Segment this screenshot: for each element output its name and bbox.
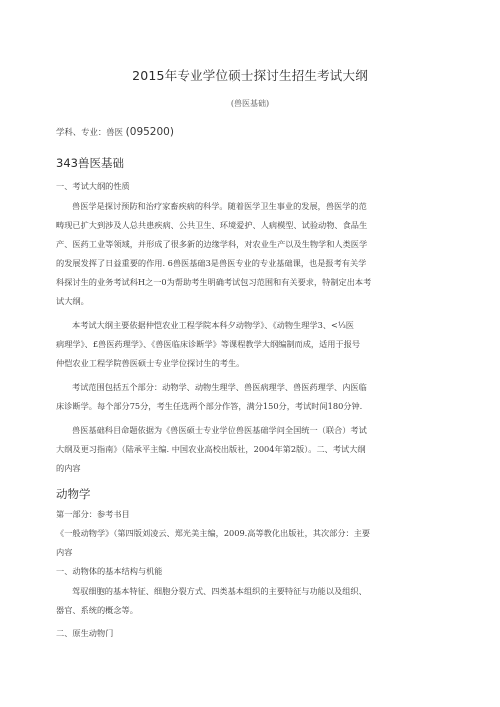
- paragraph-line: 床诊断学。每个部分75分，考生任选两个部分作答，满分150分，考试时间180分钟.: [56, 401, 363, 411]
- paragraph-line: 科探讨生的业务考试科H之一0为帮助考生明确考试包习范围和有关要求，特制定出本考: [56, 277, 372, 287]
- reference-line: 《一般动物学》（第四版刘凌云、郑光美主编，2009.高等教化出版社，其次部分：主要: [56, 528, 371, 538]
- subject-code: (095200): [125, 126, 174, 138]
- subsection-title: 动物学: [56, 487, 91, 501]
- reference-line: 内容: [56, 547, 73, 557]
- paragraph-line: 产、医药工业等领域，并形成了很多新的边缘学科，对农业生产以及生物学和人类医学: [56, 239, 368, 249]
- part-ref: 第一部分：参考书目: [56, 509, 130, 519]
- paragraph-line: 的内容: [56, 463, 81, 473]
- paragraph-line: 畴现已扩大到涉及人总共患疾病、公共卫生、环境爱护、人病模型、试验动物、食品生: [56, 220, 368, 230]
- paragraph-line: 仲恺农业工程学院兽医硕士专业学位探讨生的考生。: [56, 358, 245, 368]
- paragraph-line: 器官、系统的概念等。: [56, 605, 138, 615]
- paragraph-line: 驾驭细胞的基本特征、细胞分裂方式、四类基本组织的主要特征与功能以及组织、: [72, 586, 367, 596]
- document-title: 2015年专业学位硕士探讨生招生考试大纲: [132, 68, 368, 83]
- paragraph-line: 兽医基础科目命题依据为《兽医硕士专业学位兽医基础学问全国统一（联合）考试: [72, 425, 367, 435]
- paragraph-line: 本考试大纲主要依据仲恺农业工程学院本科夕动物学》、《动物生理学3、<⅓医: [72, 320, 354, 330]
- section-title: 343兽医基础: [56, 156, 124, 170]
- heading-b: 二、原生动物门: [56, 628, 114, 638]
- subject-line: [56, 126, 174, 138]
- subject-label: 学科、专业：兽医: [56, 127, 123, 137]
- heading-a: 一、动物体的基本结构与机能: [56, 566, 163, 576]
- paragraph-line: 试大纲。: [56, 296, 89, 306]
- paragraph-line: 病理学》、£兽医药理学》、《兽医临床诊断学》等课程教学大纲编制而成，适用于报号: [56, 339, 361, 349]
- paragraph-line: 的发展发挥了日益重要的作用. 6兽医基础3是兽医专业的专业基础课，也是报考有关学: [56, 258, 367, 268]
- paragraph-line: 兽医学是探讨预防和治疗家畜疾病的科学。随着医学卫生事业的发展，兽医学的范: [72, 201, 367, 211]
- paragraph-line: 考试范围包括五个部分：动物学、动物生理学、兽医病理学、兽医药理学、内医临: [72, 382, 367, 392]
- document-subtitle: (兽医基础): [230, 99, 270, 108]
- paragraph-line: 大纲及更习指南》（陆承平主编. 中国农业高校出版社，2004年第2版）。二、考试大纲: [56, 444, 366, 454]
- part1-heading: 一、考试大纲的性质: [56, 181, 130, 191]
